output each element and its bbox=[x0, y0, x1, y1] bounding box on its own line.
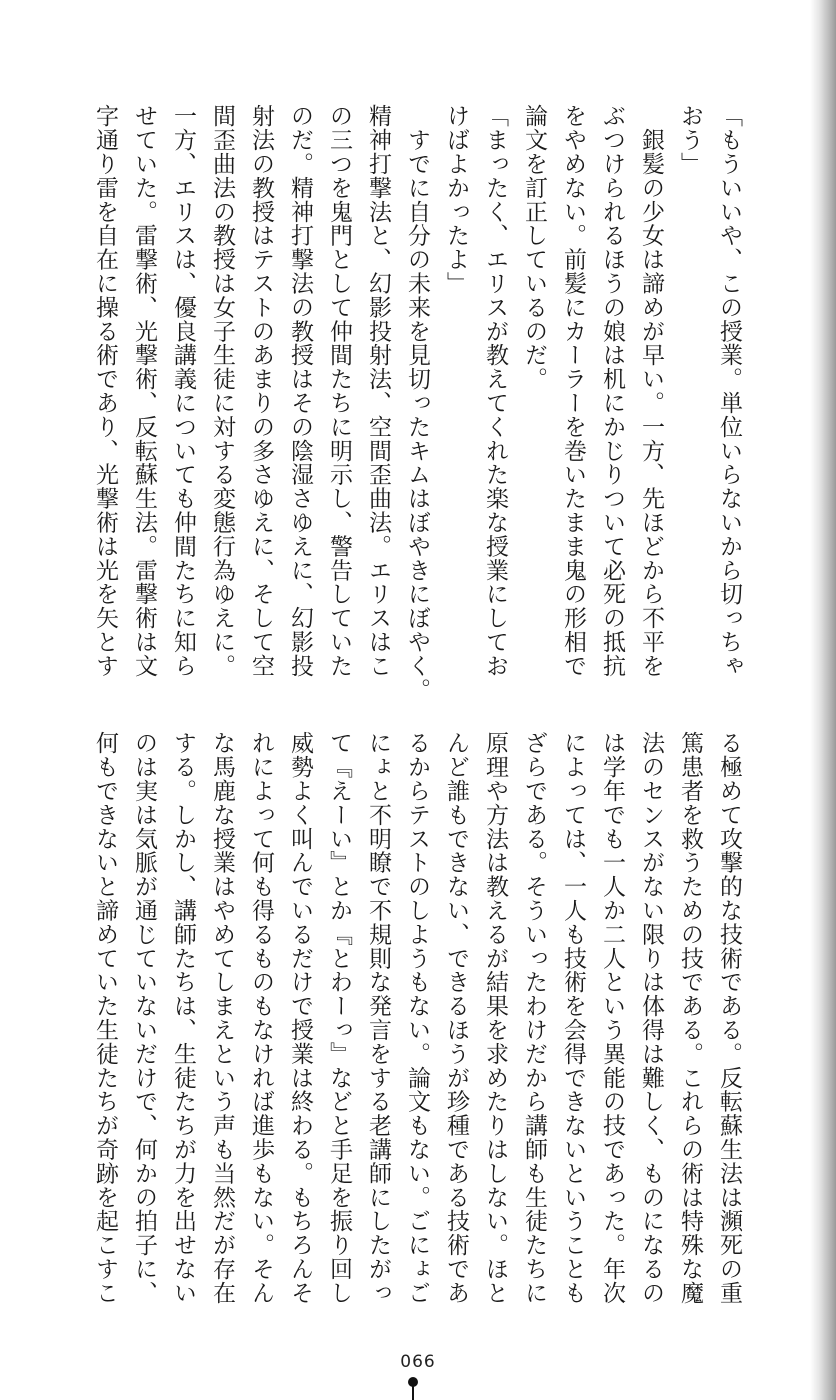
text-column: おう」 bbox=[677, 104, 703, 176]
text-column: ぶつけられるほうの娘は机にかじりついて必死の抵抗 bbox=[599, 104, 625, 678]
text-column: 篤患者を救うための技である。これらの術は特殊な魔 bbox=[677, 731, 703, 1305]
text-block-top bbox=[85, 104, 748, 702]
text-block-bottom bbox=[85, 731, 748, 1307]
text-column: て『えーい』とか『とわーっ』などと手足を振り回し bbox=[326, 731, 352, 1305]
text-column: 一方、エリスは、優良講義についても仲間たちに知ら bbox=[170, 104, 196, 678]
text-column: 論文を訂正しているのだ。 bbox=[521, 104, 547, 391]
text-column: 「もういいや、この授業。単位いらないから切っちゃ bbox=[716, 104, 742, 678]
book-binding-shadow bbox=[810, 0, 836, 1400]
text-column: 威勢よく叫んでいるだけで授業は終わる。もちろんそ bbox=[287, 731, 313, 1305]
text-column: は学年でも一人か二人という異能の技であった。年次 bbox=[599, 731, 625, 1305]
text-column: 字通り雷を自在に操る術であり、光撃術は光を矢とす bbox=[92, 104, 118, 678]
text-column: すでに自分の未来を見切ったキムはぼやきにぼやく。 bbox=[404, 104, 430, 702]
page-number: 066 bbox=[400, 1352, 436, 1372]
text-column: 銀髪の少女は諦めが早い。一方、先ほどから不平を bbox=[638, 104, 664, 678]
text-column: ざらである。そういったわけだから講師も生徒たちに bbox=[521, 731, 547, 1305]
text-column: のだ。精神打撃法の教授はその陰湿さゆえに、幻影投 bbox=[287, 104, 313, 678]
text-column: にょと不明瞭で不規則な発言をする老講師にしたがっ bbox=[365, 731, 391, 1305]
text-column: 原理や方法は教えるが結果を求めたりはしない。ほと bbox=[482, 731, 508, 1305]
text-column: によっては、一人も技術を会得できないということも bbox=[560, 731, 586, 1305]
text-column: る極めて攻撃的な技術である。反転蘇生法は瀕死の重 bbox=[716, 731, 742, 1305]
text-column: るからテストのしようもない。論文もない。ごにょご bbox=[404, 731, 430, 1305]
text-column: 何もできないと諦めていた生徒たちが奇跡を起こすこ bbox=[92, 731, 118, 1305]
text-column: な馬鹿な授業はやめてしまえという声も当然だが存在 bbox=[209, 731, 235, 1305]
text-column: 精神打撃法と、幻影投射法、空間歪曲法。エリスはこ bbox=[365, 104, 391, 678]
text-column: 間歪曲法の教授は女子生徒に対する変態行為ゆえに。 bbox=[209, 104, 235, 678]
text-column: のは実は気脈が通じていないだけで、何かの拍子に、 bbox=[131, 731, 157, 1305]
text-column: をやめない。前髪にカーラーを巻いたまま鬼の形相で bbox=[560, 104, 586, 678]
text-column: の三つを鬼門として仲間たちに明示し、警告していた bbox=[326, 104, 352, 678]
text-column: 法のセンスがない限りは体得は難しく、ものになるの bbox=[638, 731, 664, 1305]
text-column: する。しかし、講師たちは、生徒たちが力を出せない bbox=[170, 731, 196, 1305]
text-column: んど誰もできない、できるほうが珍種である技術であ bbox=[443, 731, 469, 1305]
page-marker-stem bbox=[412, 1386, 414, 1400]
text-column: けばよかったよ」 bbox=[443, 104, 469, 296]
text-column: 「まったく、エリスが教えてくれた楽な授業にしてお bbox=[482, 104, 508, 678]
text-column: せていた。雷撃術、光撃術、反転蘇生法。雷撃術は文 bbox=[131, 104, 157, 678]
text-column: れによって何も得るものもなければ進歩もない。そん bbox=[248, 731, 274, 1305]
text-column: 射法の教授はテストのあまりの多さゆえに、そして空 bbox=[248, 104, 274, 678]
